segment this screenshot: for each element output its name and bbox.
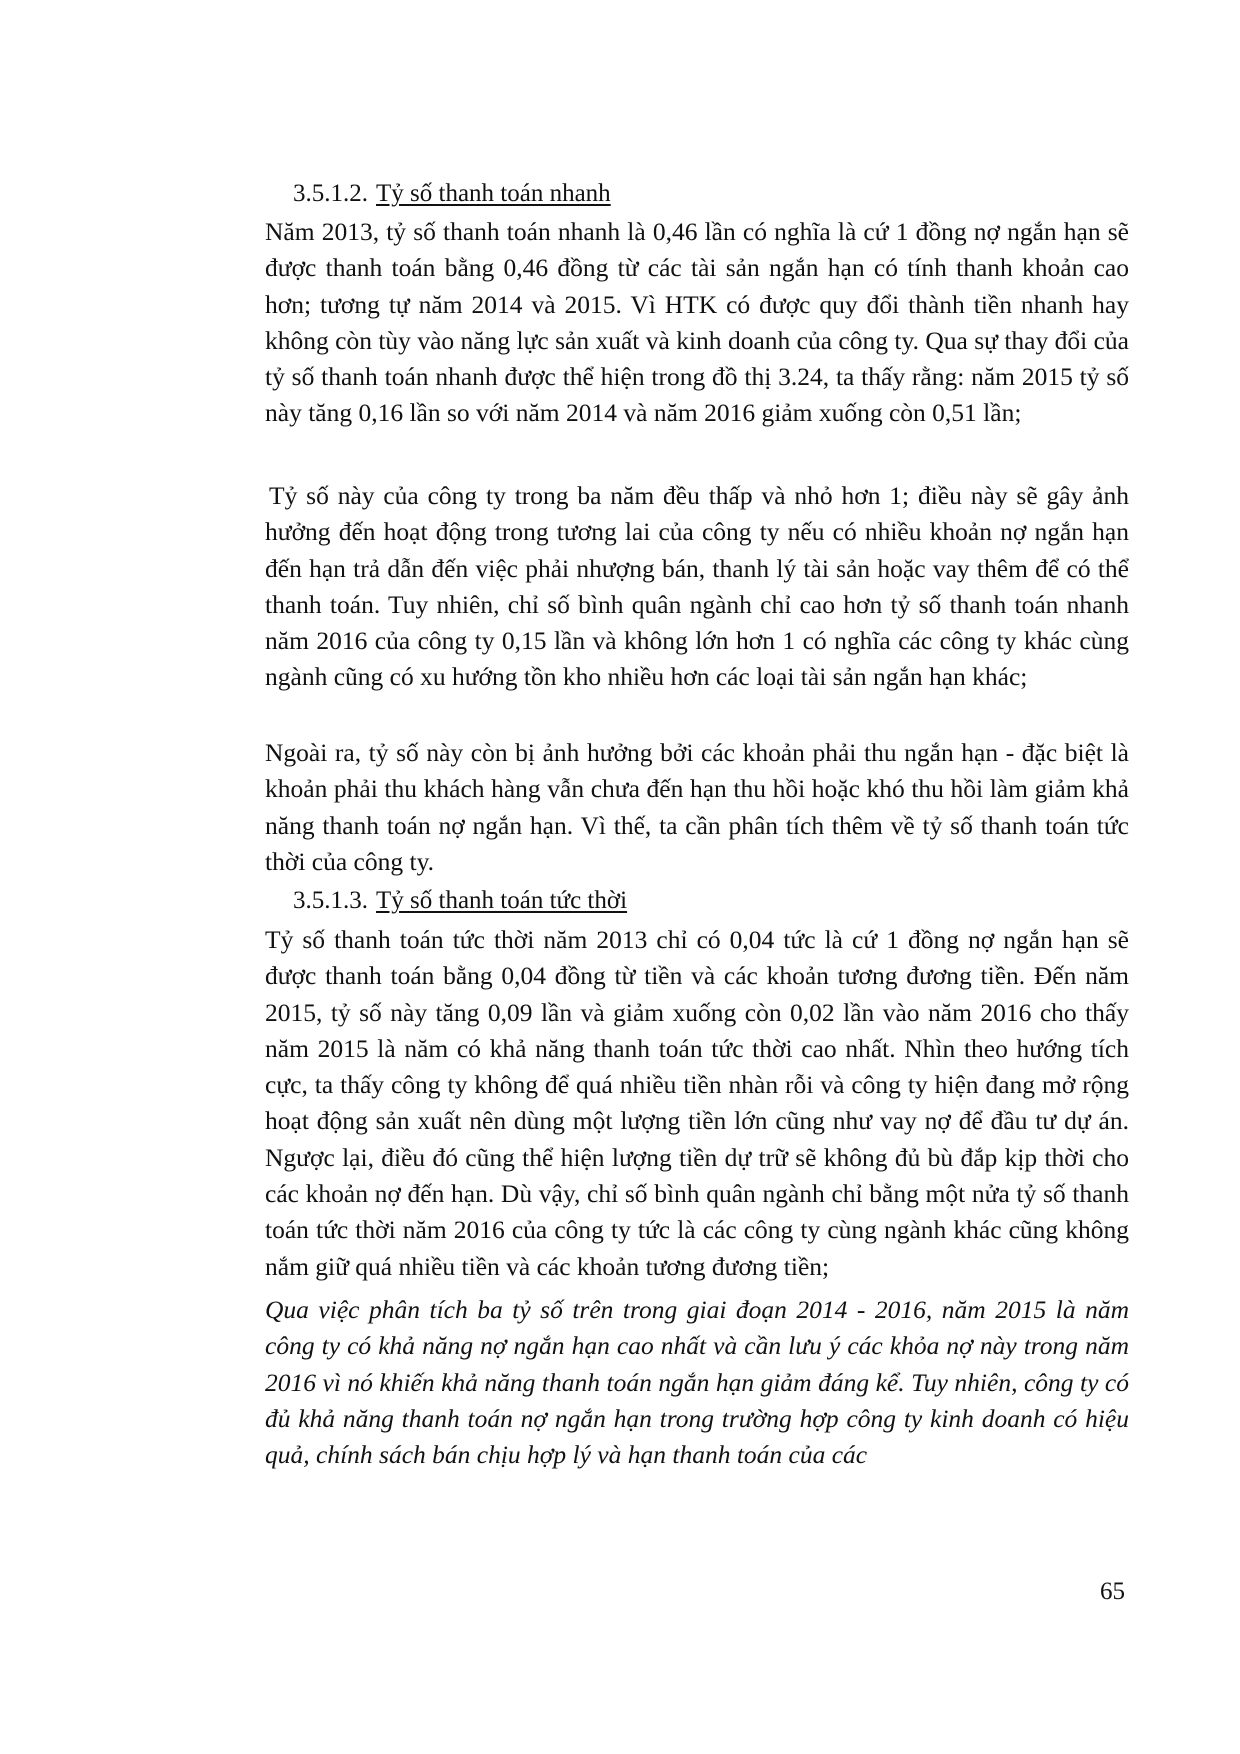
paragraph: Tỷ số này của công ty trong ba năm đều thấp và nhỏ hơn 1; điều này sẽ gây ảnh hưởng đến hoạt động trong tương lai của công ty nếu có nhiều khoản nợ ngắn hạn đến hạn trả dẫn đến việc phải nhượng bán, thanh lý tài sản hoặc vay thêm để có thể thanh toán. Tuy nhiên, chỉ số bình quân ngành chỉ cao hơn tỷ số thanh toán nhanh năm 2016 của công ty 0,15 lần và không lớn hơn 1 có nghĩa các công ty khác cùng ngành cũng có xu hướng tồn kho nhiều hơn các loại tài sản ngắn hạn khác; bbox=[265, 481, 1129, 692]
section-heading bbox=[293, 176, 611, 212]
section-heading bbox=[293, 883, 627, 919]
paragraph: Tỷ số thanh toán tức thời năm 2013 chỉ có 0,04 tức là cứ 1 đồng nợ ngắn hạn sẽ được thanh toán bằng 0,04 đồng từ tiền và các khoản tương đương tiền. Đến năm 2015, tỷ số này tăng 0,09 lần và giảm xuống còn 0,02 lần vào năm 2016 cho thấy năm 2015 là năm có khả năng thanh toán tức thời cao nhất. Nhìn theo hướng tích cực, ta thấy công ty không để quá nhiều tiền nhàn rỗi và công ty hiện đang mở rộng hoạt động sản xuất nên dùng một lượng tiền lớn cũng như vay nợ để đầu tư dự án. Ngược lại, điều đó cũng thể hiện lượng tiền dự trữ sẽ không đủ bù đắp kịp thời cho các khoản nợ đến hạn. Dù vậy, chỉ số bình quân ngành chỉ bằng một nửa tỷ số thanh toán tức thời năm 2016 của công ty tức là các công ty cùng ngành khác cũng không nắm giữ quá nhiều tiền và các khoản tương đương tiền; bbox=[265, 925, 1129, 1281]
section-title: Tỷ số thanh toán nhanh bbox=[376, 180, 611, 207]
section-number: 3.5.1.3. bbox=[293, 887, 368, 914]
section-number: 3.5.1.2. bbox=[293, 180, 368, 207]
page-number: 65 bbox=[1100, 1578, 1125, 1605]
conclusion-paragraph: Qua việc phân tích ba tỷ số trên trong giai đoạn 2014 - 2016, năm 2015 là năm công ty có khả năng nợ ngắn hạn cao nhất và cần lưu ý các khỏa nợ này trong năm 2016 vì nó khiến khả năng thanh toán ngắn hạn giảm đáng kể. Tuy nhiên, công ty có đủ khả năng thanh toán nợ ngắn hạn trong trường hợp công ty kinh doanh có hiệu quả, chính sách bán chịu hợp lý và hạn thanh toán của các bbox=[265, 1295, 1129, 1470]
section-title: Tỷ số thanh toán tức thời bbox=[376, 887, 628, 914]
paragraph: Năm 2013, tỷ số thanh toán nhanh là 0,46 lần có nghĩa là cứ 1 đồng nợ ngắn hạn sẽ được thanh toán bằng 0,46 đồng từ các tài sản ngắn hạn có tính thanh khoản cao hơn; tương tự năm 2014 và 2015. Vì HTK có được quy đổi thành tiền nhanh hay không còn tùy vào năng lực sản xuất và kinh doanh của công ty. Qua sự thay đổi của tỷ số thanh toán nhanh được thể hiện trong đồ thị 3.24, ta thấy rằng: năm 2015 tỷ số này tăng 0,16 lần so với năm 2014 và năm 2016 giảm xuống còn 0,51 lần; bbox=[265, 217, 1129, 428]
paragraph: Ngoài ra, tỷ số này còn bị ảnh hưởng bởi các khoản phải thu ngắn hạn - đặc biệt là khoản phải thu khách hàng vẫn chưa đến hạn thu hồi hoặc khó thu hồi làm giảm khả năng thanh toán nợ ngắn hạn. Vì thế, ta cần phân tích thêm về tỷ số thanh toán tức thời của công ty. bbox=[265, 738, 1129, 876]
